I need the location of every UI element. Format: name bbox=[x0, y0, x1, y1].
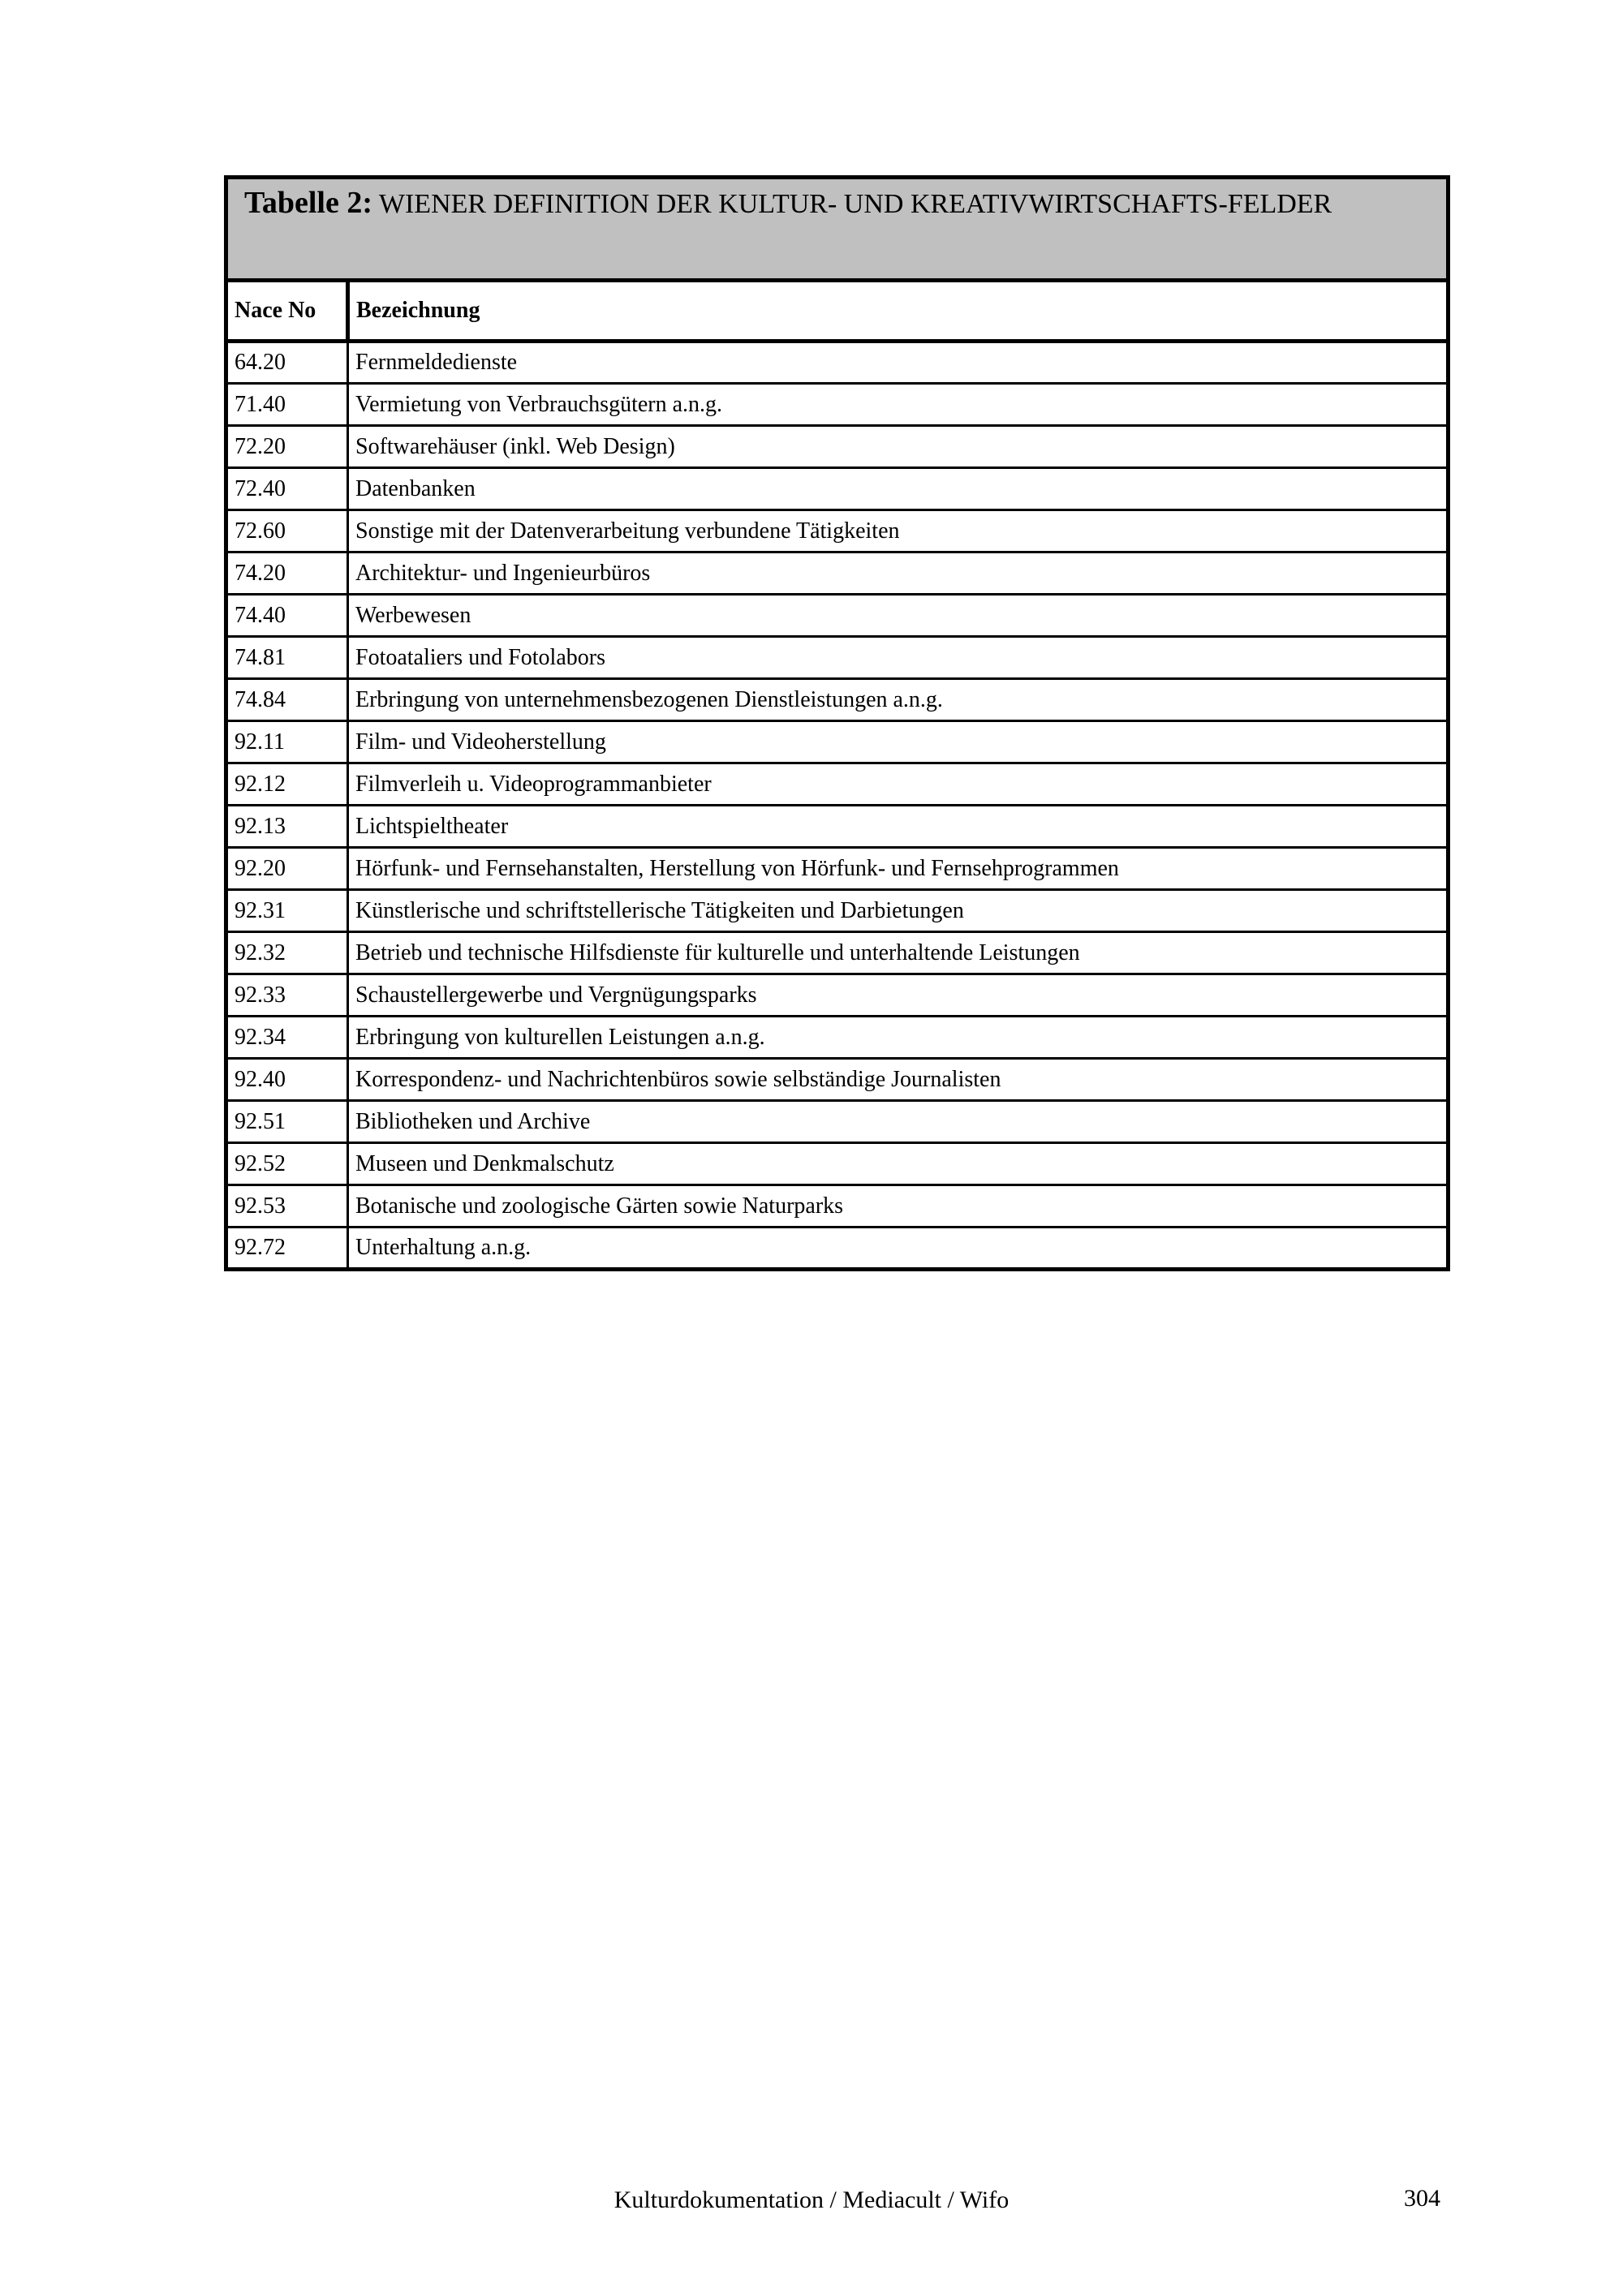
description-cell: Softwarehäuser (inkl. Web Design) bbox=[348, 426, 1449, 468]
nace-code-cell: 74.20 bbox=[226, 553, 348, 595]
nace-code-cell: 74.81 bbox=[226, 637, 348, 679]
table-row bbox=[226, 890, 1449, 932]
table-row bbox=[226, 384, 1449, 426]
description-cell: Unterhaltung a.n.g. bbox=[348, 1228, 1449, 1270]
nace-code-cell: 92.72 bbox=[226, 1228, 348, 1270]
nace-code-cell: 74.40 bbox=[226, 595, 348, 637]
description-cell: Schaustellergewerbe und Vergnügungsparks bbox=[348, 974, 1449, 1017]
nace-code-cell: 92.20 bbox=[226, 848, 348, 890]
table-row bbox=[226, 637, 1449, 679]
table-row bbox=[226, 510, 1449, 553]
nace-code-cell: 74.84 bbox=[226, 679, 348, 721]
table-body bbox=[226, 342, 1449, 1270]
table-row bbox=[226, 1017, 1449, 1059]
table-row bbox=[226, 679, 1449, 721]
column-header-nace-no: Nace No bbox=[226, 281, 348, 342]
description-cell: Werbewesen bbox=[348, 595, 1449, 637]
table-row bbox=[226, 974, 1449, 1017]
description-cell: Fotoataliers und Fotolabors bbox=[348, 637, 1449, 679]
table-row bbox=[226, 848, 1449, 890]
nace-code-cell: 72.40 bbox=[226, 468, 348, 510]
nace-code-cell: 92.12 bbox=[226, 763, 348, 806]
nace-code-cell: 92.11 bbox=[226, 721, 348, 763]
description-cell: Museen und Denkmalschutz bbox=[348, 1143, 1449, 1185]
description-cell: Datenbanken bbox=[348, 468, 1449, 510]
table-row bbox=[226, 1101, 1449, 1143]
nace-table-container bbox=[224, 175, 1446, 1271]
description-cell: Filmverleih u. Videoprogrammanbieter bbox=[348, 763, 1449, 806]
table-row bbox=[226, 763, 1449, 806]
table-row bbox=[226, 1228, 1449, 1270]
description-cell: Erbringung von kulturellen Leistungen a.n.g. bbox=[348, 1017, 1449, 1059]
nace-code-cell: 92.53 bbox=[226, 1185, 348, 1228]
table-row bbox=[226, 553, 1449, 595]
table-title-text: WIENER DEFINITION DER KULTUR- UND KREATIVWIRTSCHAFTS-FELDER bbox=[378, 189, 1332, 219]
table-row bbox=[226, 932, 1449, 974]
nace-code-cell: 92.40 bbox=[226, 1059, 348, 1101]
nace-code-cell: 71.40 bbox=[226, 384, 348, 426]
nace-table bbox=[224, 175, 1450, 1271]
description-cell: Vermietung von Verbrauchsgütern a.n.g. bbox=[348, 384, 1449, 426]
description-cell: Korrespondenz- und Nachrichtenbüros sowie selbständige Journalisten bbox=[348, 1059, 1449, 1101]
nace-code-cell: 64.20 bbox=[226, 342, 348, 384]
table-row bbox=[226, 468, 1449, 510]
description-cell: Bibliotheken und Archive bbox=[348, 1101, 1449, 1143]
table-row bbox=[226, 595, 1449, 637]
nace-code-cell: 92.34 bbox=[226, 1017, 348, 1059]
page-number: 304 bbox=[1404, 2185, 1440, 2212]
table-row bbox=[226, 721, 1449, 763]
column-header-bezeichnung: Bezeichnung bbox=[348, 281, 1449, 342]
nace-code-cell: 72.60 bbox=[226, 510, 348, 553]
table-title-prefix: Tabelle 2: bbox=[244, 186, 372, 220]
table-row bbox=[226, 1143, 1449, 1185]
nace-code-cell: 92.33 bbox=[226, 974, 348, 1017]
description-cell: Architektur- und Ingenieurbüros bbox=[348, 553, 1449, 595]
nace-code-cell: 92.13 bbox=[226, 806, 348, 848]
description-cell: Botanische und zoologische Gärten sowie Naturparks bbox=[348, 1185, 1449, 1228]
description-cell: Erbringung von unternehmensbezogenen Dienstleistungen a.n.g. bbox=[348, 679, 1449, 721]
description-cell: Fernmeldedienste bbox=[348, 342, 1449, 384]
table-row bbox=[226, 342, 1449, 384]
nace-code-cell: 92.31 bbox=[226, 890, 348, 932]
table-row bbox=[226, 806, 1449, 848]
nace-code-cell: 72.20 bbox=[226, 426, 348, 468]
nace-code-cell: 92.52 bbox=[226, 1143, 348, 1185]
description-cell: Film- und Videoherstellung bbox=[348, 721, 1449, 763]
description-cell: Betrieb und technische Hilfsdienste für kulturelle und unterhaltende Leistungen bbox=[348, 932, 1449, 974]
page-footer: Kulturdokumentation / Mediacult / Wifo bbox=[613, 2186, 1010, 2213]
table-row bbox=[226, 1185, 1449, 1228]
table-header-row bbox=[226, 281, 1449, 342]
table-title bbox=[226, 178, 1449, 281]
table-row bbox=[226, 426, 1449, 468]
description-cell: Künstlerische und schriftstellerische Tätigkeiten und Darbietungen bbox=[348, 890, 1449, 932]
description-cell: Lichtspieltheater bbox=[348, 806, 1449, 848]
nace-code-cell: 92.51 bbox=[226, 1101, 348, 1143]
description-cell: Sonstige mit der Datenverarbeitung verbundene Tätigkeiten bbox=[348, 510, 1449, 553]
nace-code-cell: 92.32 bbox=[226, 932, 348, 974]
description-cell: Hörfunk- und Fernsehanstalten, Herstellung von Hörfunk- und Fernsehprogrammen bbox=[348, 848, 1449, 890]
table-row bbox=[226, 1059, 1449, 1101]
